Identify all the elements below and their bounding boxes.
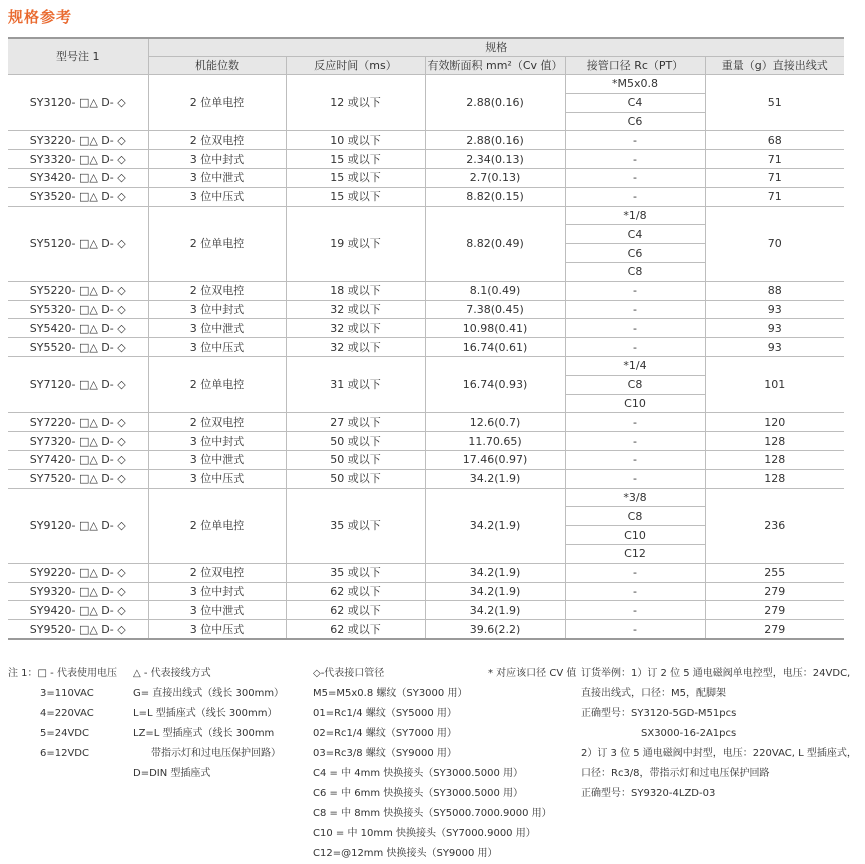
table-row — [8, 300, 844, 319]
function-cell: 2 位单电控 — [148, 75, 286, 131]
response-cell: 19 或以下 — [286, 206, 425, 281]
model-cell: SY9320- □△ D- ◇ — [8, 582, 148, 601]
table-row — [8, 413, 844, 432]
weight-cell: 71 — [705, 150, 844, 169]
port-cell: - — [565, 300, 705, 319]
table-row — [8, 356, 844, 375]
table-row — [8, 488, 844, 507]
notes-cv — [488, 664, 576, 684]
response-cell: 15 或以下 — [286, 150, 425, 169]
wiring-item: D=DIN 型插座式 — [133, 768, 211, 779]
table-row — [8, 281, 844, 300]
port-cell: C8 — [565, 262, 705, 281]
port-item: 03=Rc3/8 螺纹（SY9000 用） — [313, 748, 457, 759]
port-cell: - — [565, 620, 705, 639]
port-cell: - — [565, 432, 705, 451]
weight-cell: 71 — [705, 168, 844, 187]
area-cell: 34.2(1.9) — [425, 582, 565, 601]
weight-cell: 93 — [705, 319, 844, 338]
function-cell: 2 位双电控 — [148, 563, 286, 582]
weight-cell: 71 — [705, 187, 844, 206]
model-cell: SY5220- □△ D- ◇ — [8, 281, 148, 300]
table-row — [8, 582, 844, 601]
port-cell: C6 — [565, 244, 705, 263]
response-cell: 35 或以下 — [286, 563, 425, 582]
port-item: 02=Rc1/4 螺纹（SY7000 用） — [313, 728, 457, 739]
area-cell: 16.74(0.61) — [425, 338, 565, 357]
table-row — [8, 450, 844, 469]
response-cell: 32 或以下 — [286, 338, 425, 357]
port-cell: - — [565, 563, 705, 582]
port-item: C10 = 中 10mm 快换接头（SY7000.9000 用） — [313, 828, 536, 839]
order-line: 2）订 3 位 5 通电磁阀中封型，电压：220VAC, L 型插座式， — [581, 748, 857, 759]
area-cell: 2.34(0.13) — [425, 150, 565, 169]
table-row — [8, 338, 844, 357]
port-cell: C10 — [565, 394, 705, 413]
cv-note: * 对应该口径 CV 值 — [488, 668, 577, 679]
model-cell: SY7520- □△ D- ◇ — [8, 469, 148, 488]
function-cell: 2 位双电控 — [148, 131, 286, 150]
notes-order — [581, 664, 857, 804]
port-cell: C6 — [565, 112, 705, 131]
header-spec: 规格 — [148, 38, 844, 57]
port-cell: *1/8 — [565, 206, 705, 225]
response-cell: 10 或以下 — [286, 131, 425, 150]
voltage-head: □ - 代表使用电压 — [37, 668, 117, 679]
area-cell: 8.1(0.49) — [425, 281, 565, 300]
port-cell: - — [565, 319, 705, 338]
area-cell: 34.2(1.9) — [425, 488, 565, 563]
spec-table — [8, 37, 844, 640]
response-cell: 62 或以下 — [286, 582, 425, 601]
order-head: 订货举例：1）订 2 位 5 通电磁阀单电控型，电压：24VDC, — [581, 668, 851, 679]
response-cell: 32 或以下 — [286, 300, 425, 319]
port-head: ◇-代表接口管径 — [313, 668, 385, 679]
response-cell: 50 或以下 — [286, 450, 425, 469]
port-cell: *1/4 — [565, 356, 705, 375]
response-cell: 18 或以下 — [286, 281, 425, 300]
table-row — [8, 601, 844, 620]
weight-cell: 128 — [705, 450, 844, 469]
model-cell: SY3220- □△ D- ◇ — [8, 131, 148, 150]
function-cell: 2 位双电控 — [148, 281, 286, 300]
weight-cell: 101 — [705, 356, 844, 412]
model-cell: SY9420- □△ D- ◇ — [8, 601, 148, 620]
port-cell: - — [565, 450, 705, 469]
function-cell: 3 位中封式 — [148, 432, 286, 451]
table-row — [8, 432, 844, 451]
port-cell: - — [565, 413, 705, 432]
port-cell: - — [565, 582, 705, 601]
area-cell: 8.82(0.15) — [425, 187, 565, 206]
model-cell: SY7320- □△ D- ◇ — [8, 432, 148, 451]
wiring-head: △ - 代表接线方式 — [133, 668, 211, 679]
port-cell: - — [565, 168, 705, 187]
table-row — [8, 75, 844, 94]
notes-section — [8, 664, 858, 859]
area-cell: 17.46(0.97) — [425, 450, 565, 469]
response-cell: 12 或以下 — [286, 75, 425, 131]
area-cell: 11.70.65) — [425, 432, 565, 451]
table-row — [8, 620, 844, 639]
port-cell: - — [565, 469, 705, 488]
wiring-item: G= 直接出线式（线长 300mm） — [133, 688, 285, 699]
weight-cell: 279 — [705, 582, 844, 601]
function-cell: 3 位中压式 — [148, 187, 286, 206]
order-line: 正确型号：SY9320-4LZD-03 — [581, 788, 716, 799]
weight-cell: 255 — [705, 563, 844, 582]
model-cell: SY9520- □△ D- ◇ — [8, 620, 148, 639]
voltage-item: 3=110VAC — [40, 688, 94, 699]
function-cell: 2 位单电控 — [148, 206, 286, 281]
area-cell: 2.88(0.16) — [425, 75, 565, 131]
header-area: 有效断面积 mm²（Cv 值） — [425, 57, 565, 75]
header-model: 型号注 1 — [8, 38, 148, 75]
weight-cell: 88 — [705, 281, 844, 300]
response-cell: 50 或以下 — [286, 432, 425, 451]
order-line: 口径：Rc3/8，带指示灯和过电压保护回路 — [581, 768, 770, 779]
port-item: 01=Rc1/4 螺纹（SY5000 用） — [313, 708, 457, 719]
header-function: 机能位数 — [148, 57, 286, 75]
port-cell: - — [565, 601, 705, 620]
table-row — [8, 563, 844, 582]
area-cell: 34.2(1.9) — [425, 563, 565, 582]
function-cell: 3 位中压式 — [148, 620, 286, 639]
function-cell: 2 位单电控 — [148, 488, 286, 563]
port-item: C12=@12mm 快换接头（SY9000 用） — [313, 848, 498, 859]
response-cell: 15 或以下 — [286, 168, 425, 187]
port-cell: - — [565, 187, 705, 206]
order-line: SX3000-16-2A1pcs — [641, 728, 737, 739]
table-row — [8, 187, 844, 206]
weight-cell: 93 — [705, 338, 844, 357]
response-cell: 32 或以下 — [286, 319, 425, 338]
function-cell: 3 位中泄式 — [148, 601, 286, 620]
model-cell: SY3320- □△ D- ◇ — [8, 150, 148, 169]
header-port: 接管口径 Rc（PT） — [565, 57, 705, 75]
port-cell: C4 — [565, 93, 705, 112]
voltage-item: 4=220VAC — [40, 708, 94, 719]
port-item: C6 = 中 6mm 快换接头（SY3000.5000 用） — [313, 788, 523, 799]
model-cell: SY7420- □△ D- ◇ — [8, 450, 148, 469]
model-cell: SY3520- □△ D- ◇ — [8, 187, 148, 206]
table-row — [8, 150, 844, 169]
area-cell: 2.88(0.16) — [425, 131, 565, 150]
function-cell: 3 位中压式 — [148, 338, 286, 357]
weight-cell: 93 — [705, 300, 844, 319]
port-cell: C8 — [565, 507, 705, 526]
weight-cell: 70 — [705, 206, 844, 281]
function-cell: 2 位双电控 — [148, 413, 286, 432]
weight-cell: 128 — [705, 432, 844, 451]
voltage-item: 5=24VDC — [40, 728, 89, 739]
port-item: M5=M5x0.8 螺纹（SY3000 用） — [313, 688, 468, 699]
weight-cell: 128 — [705, 469, 844, 488]
port-item: C8 = 中 8mm 快换接头（SY5000.7000.9000 用） — [313, 808, 552, 819]
order-line: 直接出线式，口径：M5，配脚架 — [581, 688, 726, 699]
area-cell: 39.6(2.2) — [425, 620, 565, 639]
port-cell: *M5x0.8 — [565, 75, 705, 94]
area-cell: 34.2(1.9) — [425, 469, 565, 488]
port-cell: C8 — [565, 375, 705, 394]
spec-table-body — [8, 75, 844, 639]
model-cell: SY7220- □△ D- ◇ — [8, 413, 148, 432]
port-cell: *3/8 — [565, 488, 705, 507]
port-cell: C10 — [565, 526, 705, 545]
notes-wiring — [133, 664, 284, 784]
area-cell: 7.38(0.45) — [425, 300, 565, 319]
response-cell: 50 或以下 — [286, 469, 425, 488]
model-cell: SY5320- □△ D- ◇ — [8, 300, 148, 319]
model-cell: SY5120- □△ D- ◇ — [8, 206, 148, 281]
response-cell: 27 或以下 — [286, 413, 425, 432]
port-cell: C12 — [565, 544, 705, 563]
response-cell: 15 或以下 — [286, 187, 425, 206]
weight-cell: 120 — [705, 413, 844, 432]
model-cell: SY7120- □△ D- ◇ — [8, 356, 148, 412]
port-cell: - — [565, 131, 705, 150]
table-row — [8, 206, 844, 225]
table-row — [8, 131, 844, 150]
wiring-item: L=L 型插座式（线长 300mm） — [133, 708, 278, 719]
function-cell: 3 位中泄式 — [148, 450, 286, 469]
header-response: 反应时间（ms） — [286, 57, 425, 75]
weight-cell: 279 — [705, 601, 844, 620]
weight-cell: 236 — [705, 488, 844, 563]
area-cell: 12.6(0.7) — [425, 413, 565, 432]
port-cell: - — [565, 150, 705, 169]
function-cell: 3 位中压式 — [148, 469, 286, 488]
header-weight: 重量（g）直接出线式 — [705, 57, 844, 75]
response-cell: 62 或以下 — [286, 620, 425, 639]
port-cell: C4 — [565, 225, 705, 244]
port-cell: - — [565, 281, 705, 300]
model-cell: SY3420- □△ D- ◇ — [8, 168, 148, 187]
response-cell: 62 或以下 — [286, 601, 425, 620]
wiring-item: LZ=L 型插座式（线长 300mm — [133, 728, 275, 739]
model-cell: SY9120- □△ D- ◇ — [8, 488, 148, 563]
model-cell: SY5520- □△ D- ◇ — [8, 338, 148, 357]
page-title: 规格参考 — [8, 8, 73, 26]
area-cell: 10.98(0.41) — [425, 319, 565, 338]
function-cell: 3 位中封式 — [148, 150, 286, 169]
notes-port — [313, 664, 552, 864]
function-cell: 2 位单电控 — [148, 356, 286, 412]
function-cell: 3 位中泄式 — [148, 168, 286, 187]
function-cell: 3 位中泄式 — [148, 319, 286, 338]
port-cell: - — [565, 338, 705, 357]
notes-voltage — [8, 664, 117, 764]
response-cell: 35 或以下 — [286, 488, 425, 563]
function-cell: 3 位中封式 — [148, 582, 286, 601]
order-line: 正确型号：SY3120-5GD-M51pcs — [581, 708, 737, 719]
weight-cell: 279 — [705, 620, 844, 639]
area-cell: 8.82(0.49) — [425, 206, 565, 281]
model-cell: SY5420- □△ D- ◇ — [8, 319, 148, 338]
table-row — [8, 319, 844, 338]
area-cell: 16.74(0.93) — [425, 356, 565, 412]
notes-label: 注 1： — [8, 668, 38, 679]
voltage-item: 6=12VDC — [40, 748, 89, 759]
wiring-item: 带指示灯和过电压保护回路） — [151, 748, 281, 759]
response-cell: 31 或以下 — [286, 356, 425, 412]
port-item: C4 = 中 4mm 快换接头（SY3000.5000 用） — [313, 768, 523, 779]
area-cell: 34.2(1.9) — [425, 601, 565, 620]
weight-cell: 51 — [705, 75, 844, 131]
model-cell: SY3120- □△ D- ◇ — [8, 75, 148, 131]
weight-cell: 68 — [705, 131, 844, 150]
table-row — [8, 469, 844, 488]
model-cell: SY9220- □△ D- ◇ — [8, 563, 148, 582]
function-cell: 3 位中封式 — [148, 300, 286, 319]
table-row — [8, 168, 844, 187]
area-cell: 2.7(0.13) — [425, 168, 565, 187]
